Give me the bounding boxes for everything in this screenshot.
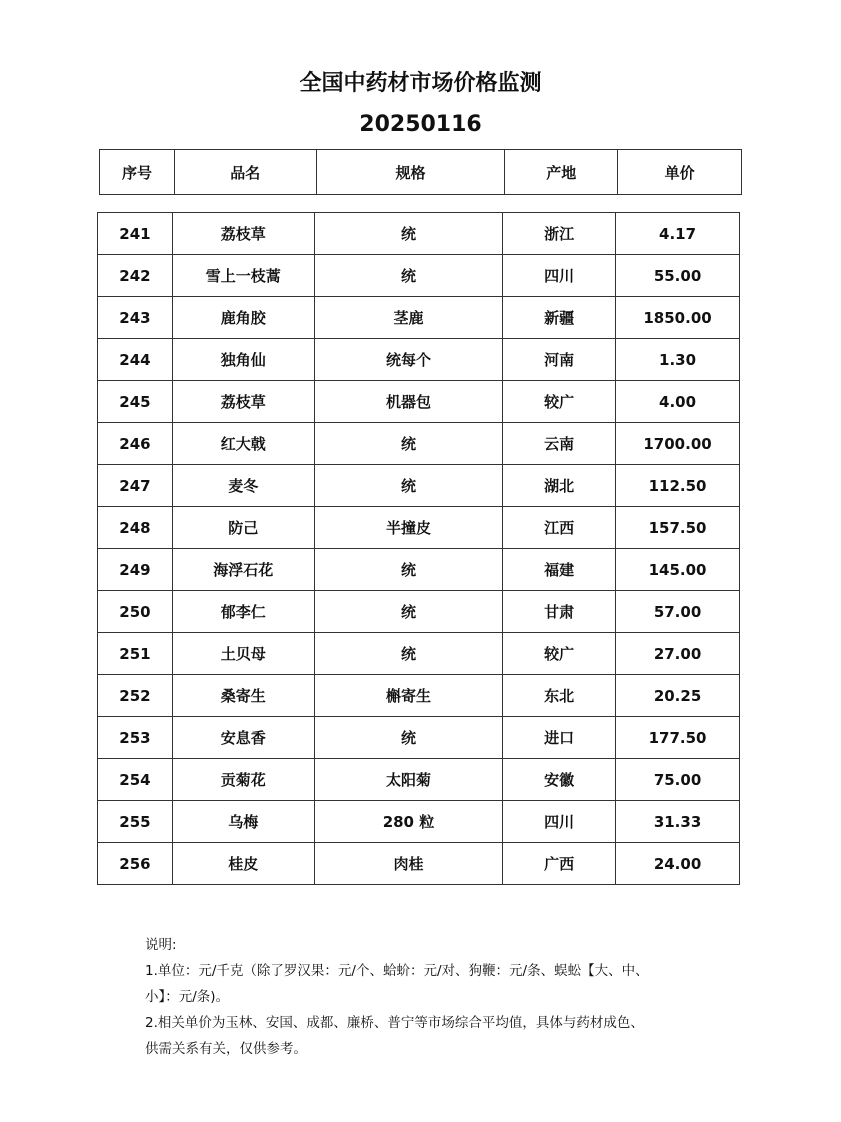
cell-origin: 进口	[503, 717, 616, 759]
page-title: 全国中药材市场价格监测	[299, 71, 542, 96]
notes-line: 小】：元/条)。	[145, 989, 230, 1005]
table-row	[98, 465, 740, 507]
cell-spec: 半撞皮	[314, 507, 503, 549]
cell-price: 31.33	[616, 801, 740, 843]
cell-price: 4.00	[616, 381, 740, 423]
table-row	[98, 549, 740, 591]
cell-price: 55.00	[616, 255, 740, 297]
table-header	[99, 149, 742, 195]
cell-name: 红大戟	[172, 423, 314, 465]
cell-origin: 四川	[503, 801, 616, 843]
cell-name: 雪上一枝蒿	[172, 255, 314, 297]
cell-origin: 甘肃	[503, 591, 616, 633]
cell-name: 独角仙	[172, 339, 314, 381]
table-row	[98, 717, 740, 759]
notes-line: 1.单位：元/千克（除了罗汉果：元/个、蛤蚧：元/对、狗鞭：元/条、蜈蚣【大、中、	[145, 963, 649, 979]
cell-index: 256	[98, 843, 173, 885]
cell-name: 安息香	[172, 717, 314, 759]
cell-name: 乌梅	[172, 801, 314, 843]
report-date: 20250116	[359, 112, 482, 137]
cell-price: 112.50	[616, 465, 740, 507]
cell-price: 157.50	[616, 507, 740, 549]
table-row	[98, 633, 740, 675]
notes-line: 2.相关单价为玉林、安国、成都、廉桥、普宁等市场综合平均值，具体与药材成色、	[145, 1015, 644, 1031]
cell-price: 1700.00	[616, 423, 740, 465]
cell-origin: 四川	[503, 255, 616, 297]
cell-name: 鹿角胶	[172, 297, 314, 339]
cell-spec: 统	[314, 255, 503, 297]
cell-origin: 广西	[503, 843, 616, 885]
cell-price: 27.00	[616, 633, 740, 675]
cell-index: 253	[98, 717, 173, 759]
cell-name: 海浮石花	[172, 549, 314, 591]
price-table	[97, 212, 740, 885]
cell-origin: 新疆	[503, 297, 616, 339]
cell-index: 254	[98, 759, 173, 801]
cell-spec: 统	[314, 591, 503, 633]
table-row	[98, 255, 740, 297]
cell-origin: 云南	[503, 423, 616, 465]
cell-index: 247	[98, 465, 173, 507]
cell-index: 241	[98, 213, 173, 255]
cell-price: 75.00	[616, 759, 740, 801]
table-row	[98, 507, 740, 549]
cell-origin: 福建	[503, 549, 616, 591]
cell-spec: 槲寄生	[314, 675, 503, 717]
cell-index: 243	[98, 297, 173, 339]
cell-spec: 统	[314, 465, 503, 507]
cell-spec: 统	[314, 633, 503, 675]
cell-price: 57.00	[616, 591, 740, 633]
cell-spec: 茎鹿	[314, 297, 503, 339]
cell-price: 1.30	[616, 339, 740, 381]
cell-origin: 河南	[503, 339, 616, 381]
cell-index: 245	[98, 381, 173, 423]
cell-index: 255	[98, 801, 173, 843]
cell-origin: 浙江	[503, 213, 616, 255]
header-origin: 产地	[505, 150, 618, 195]
cell-name: 桂皮	[172, 843, 314, 885]
table-row	[98, 381, 740, 423]
cell-price: 177.50	[616, 717, 740, 759]
notes-heading: 说明:	[145, 937, 177, 953]
cell-origin: 江西	[503, 507, 616, 549]
table-row	[98, 591, 740, 633]
header-row	[100, 150, 742, 195]
cell-spec: 太阳菊	[314, 759, 503, 801]
cell-name: 桑寄生	[172, 675, 314, 717]
cell-name: 贡菊花	[172, 759, 314, 801]
cell-origin: 东北	[503, 675, 616, 717]
cell-price: 24.00	[616, 843, 740, 885]
cell-index: 242	[98, 255, 173, 297]
header-name: 品名	[174, 150, 316, 195]
cell-spec: 统	[314, 717, 503, 759]
table-row	[98, 297, 740, 339]
cell-spec: 统	[314, 549, 503, 591]
cell-name: 荔枝草	[172, 213, 314, 255]
cell-name: 郁李仁	[172, 591, 314, 633]
cell-price: 20.25	[616, 675, 740, 717]
cell-origin: 安徽	[503, 759, 616, 801]
cell-name: 防己	[172, 507, 314, 549]
table-row	[98, 423, 740, 465]
header-spec: 规格	[316, 150, 505, 195]
cell-origin: 较广	[503, 633, 616, 675]
cell-price: 145.00	[616, 549, 740, 591]
cell-index: 244	[98, 339, 173, 381]
header-price: 单价	[618, 150, 742, 195]
cell-name: 荔枝草	[172, 381, 314, 423]
table-row	[98, 675, 740, 717]
cell-price: 4.17	[616, 213, 740, 255]
cell-index: 249	[98, 549, 173, 591]
table-row	[98, 339, 740, 381]
cell-index: 248	[98, 507, 173, 549]
cell-index: 250	[98, 591, 173, 633]
cell-index: 252	[98, 675, 173, 717]
notes-line: 供需关系有关，仅供参考。	[145, 1041, 307, 1057]
cell-spec: 机器包	[314, 381, 503, 423]
cell-index: 246	[98, 423, 173, 465]
cell-name: 麦冬	[172, 465, 314, 507]
cell-origin: 湖北	[503, 465, 616, 507]
cell-spec: 肉桂	[314, 843, 503, 885]
table-row	[98, 843, 740, 885]
cell-spec: 280 粒	[314, 801, 503, 843]
cell-spec: 统	[314, 423, 503, 465]
notes	[145, 932, 705, 1062]
cell-index: 251	[98, 633, 173, 675]
header-index: 序号	[100, 150, 175, 195]
cell-spec: 统每个	[314, 339, 503, 381]
cell-price: 1850.00	[616, 297, 740, 339]
cell-spec: 统	[314, 213, 503, 255]
cell-name: 土贝母	[172, 633, 314, 675]
table-row	[98, 759, 740, 801]
table-row	[98, 213, 740, 255]
table-row	[98, 801, 740, 843]
cell-origin: 较广	[503, 381, 616, 423]
